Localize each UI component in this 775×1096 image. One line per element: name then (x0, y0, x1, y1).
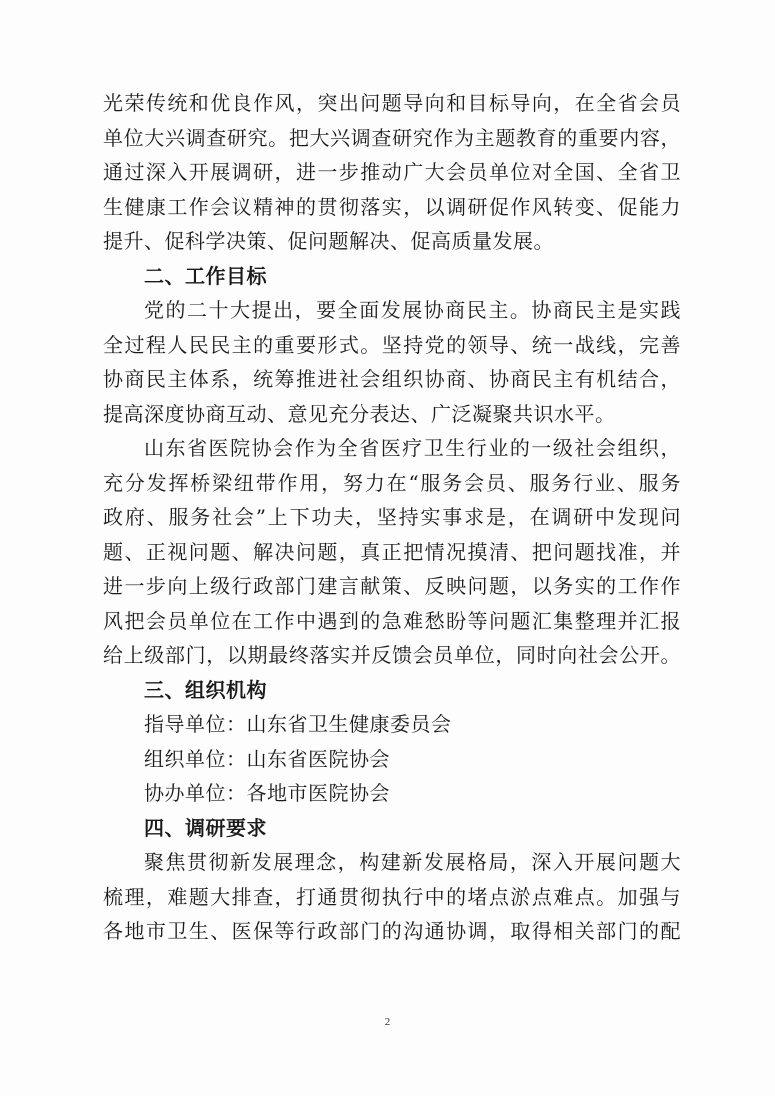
text-line-3: 通过深入开展调研，进一步推动广大会员单位对全国、全省卫 (103, 160, 681, 184)
text-line-guiding-unit: 指导单位：山东省卫生健康委员会 (144, 712, 452, 736)
text-line-1: 光荣传统和优良作风，突出问题导向和目标导向，在全省会员 (103, 91, 681, 115)
text-line-organizing-unit: 组织单位：山东省医院协会 (144, 746, 390, 771)
text-line-16: 风把会员单位在工作中遇到的急难愁盼等问题汇集整理并汇报 (103, 608, 681, 633)
text-line-15: 进一步向上级行政部门建言献策、反映问题，以务实的工作作 (103, 574, 681, 598)
text-line-11: 山东省医院协会作为全省医疗卫生行业的一级社会组织， (144, 436, 681, 460)
text-line-23: 聚焦贯彻新发展理念，构建新发展格局，深入开展问题大 (144, 850, 681, 874)
text-line-2: 单位大兴调查研究。把大兴调查研究作为主题教育的重要内容， (103, 125, 681, 150)
text-line-9: 协商民主体系，统筹推进社会组织协商、协商民主有机结合， (103, 367, 681, 391)
text-line-10: 提高深度协商互动、意见充分表达、广泛凝聚共识水平。 (103, 401, 616, 426)
document-body (103, 86, 681, 949)
text-line-25: 各地市卫生、医保等行政部门的沟通协调，取得相关部门的配 (103, 919, 681, 943)
section-heading-organization: 三、组织机构 (144, 677, 267, 702)
text-line-13: 政府、服务社会”上下功夫，坚持实事求是，在调研中发现问 (103, 505, 681, 529)
text-line-4: 生健康工作会议精神的贯彻落实，以调研促作风转变、促能力 (103, 194, 681, 219)
text-line-17: 给上级部门，以期最终落实并反馈会员单位，同时向社会公开。 (103, 643, 681, 667)
page-number: 2 (384, 1016, 391, 1028)
section-heading-work-goals: 二、工作目标 (144, 263, 267, 288)
text-line-12: 充分发挥桥梁纽带作用，努力在“服务会员、服务行业、服务 (103, 470, 681, 495)
text-line-8: 全过程人民民主的重要形式。坚持党的领导、统一战线，完善 (103, 332, 681, 357)
text-line-7: 党的二十大提出，要全面发展协商民主。协商民主是实践 (144, 298, 681, 322)
text-line-5: 提升、促科学决策、促问题解决、促高质量发展。 (103, 229, 554, 253)
text-line-24: 梳理，难题大排查，打通贯彻执行中的堵点淤点难点。加强与 (103, 884, 681, 909)
section-heading-research-requirements: 四、调研要求 (144, 815, 267, 840)
text-line-co-organizing-unit: 协办单位：各地市医院协会 (144, 781, 390, 805)
text-line-14: 题、正视问题、解决问题，真正把情况摸清、把问题找准，并 (103, 539, 681, 564)
